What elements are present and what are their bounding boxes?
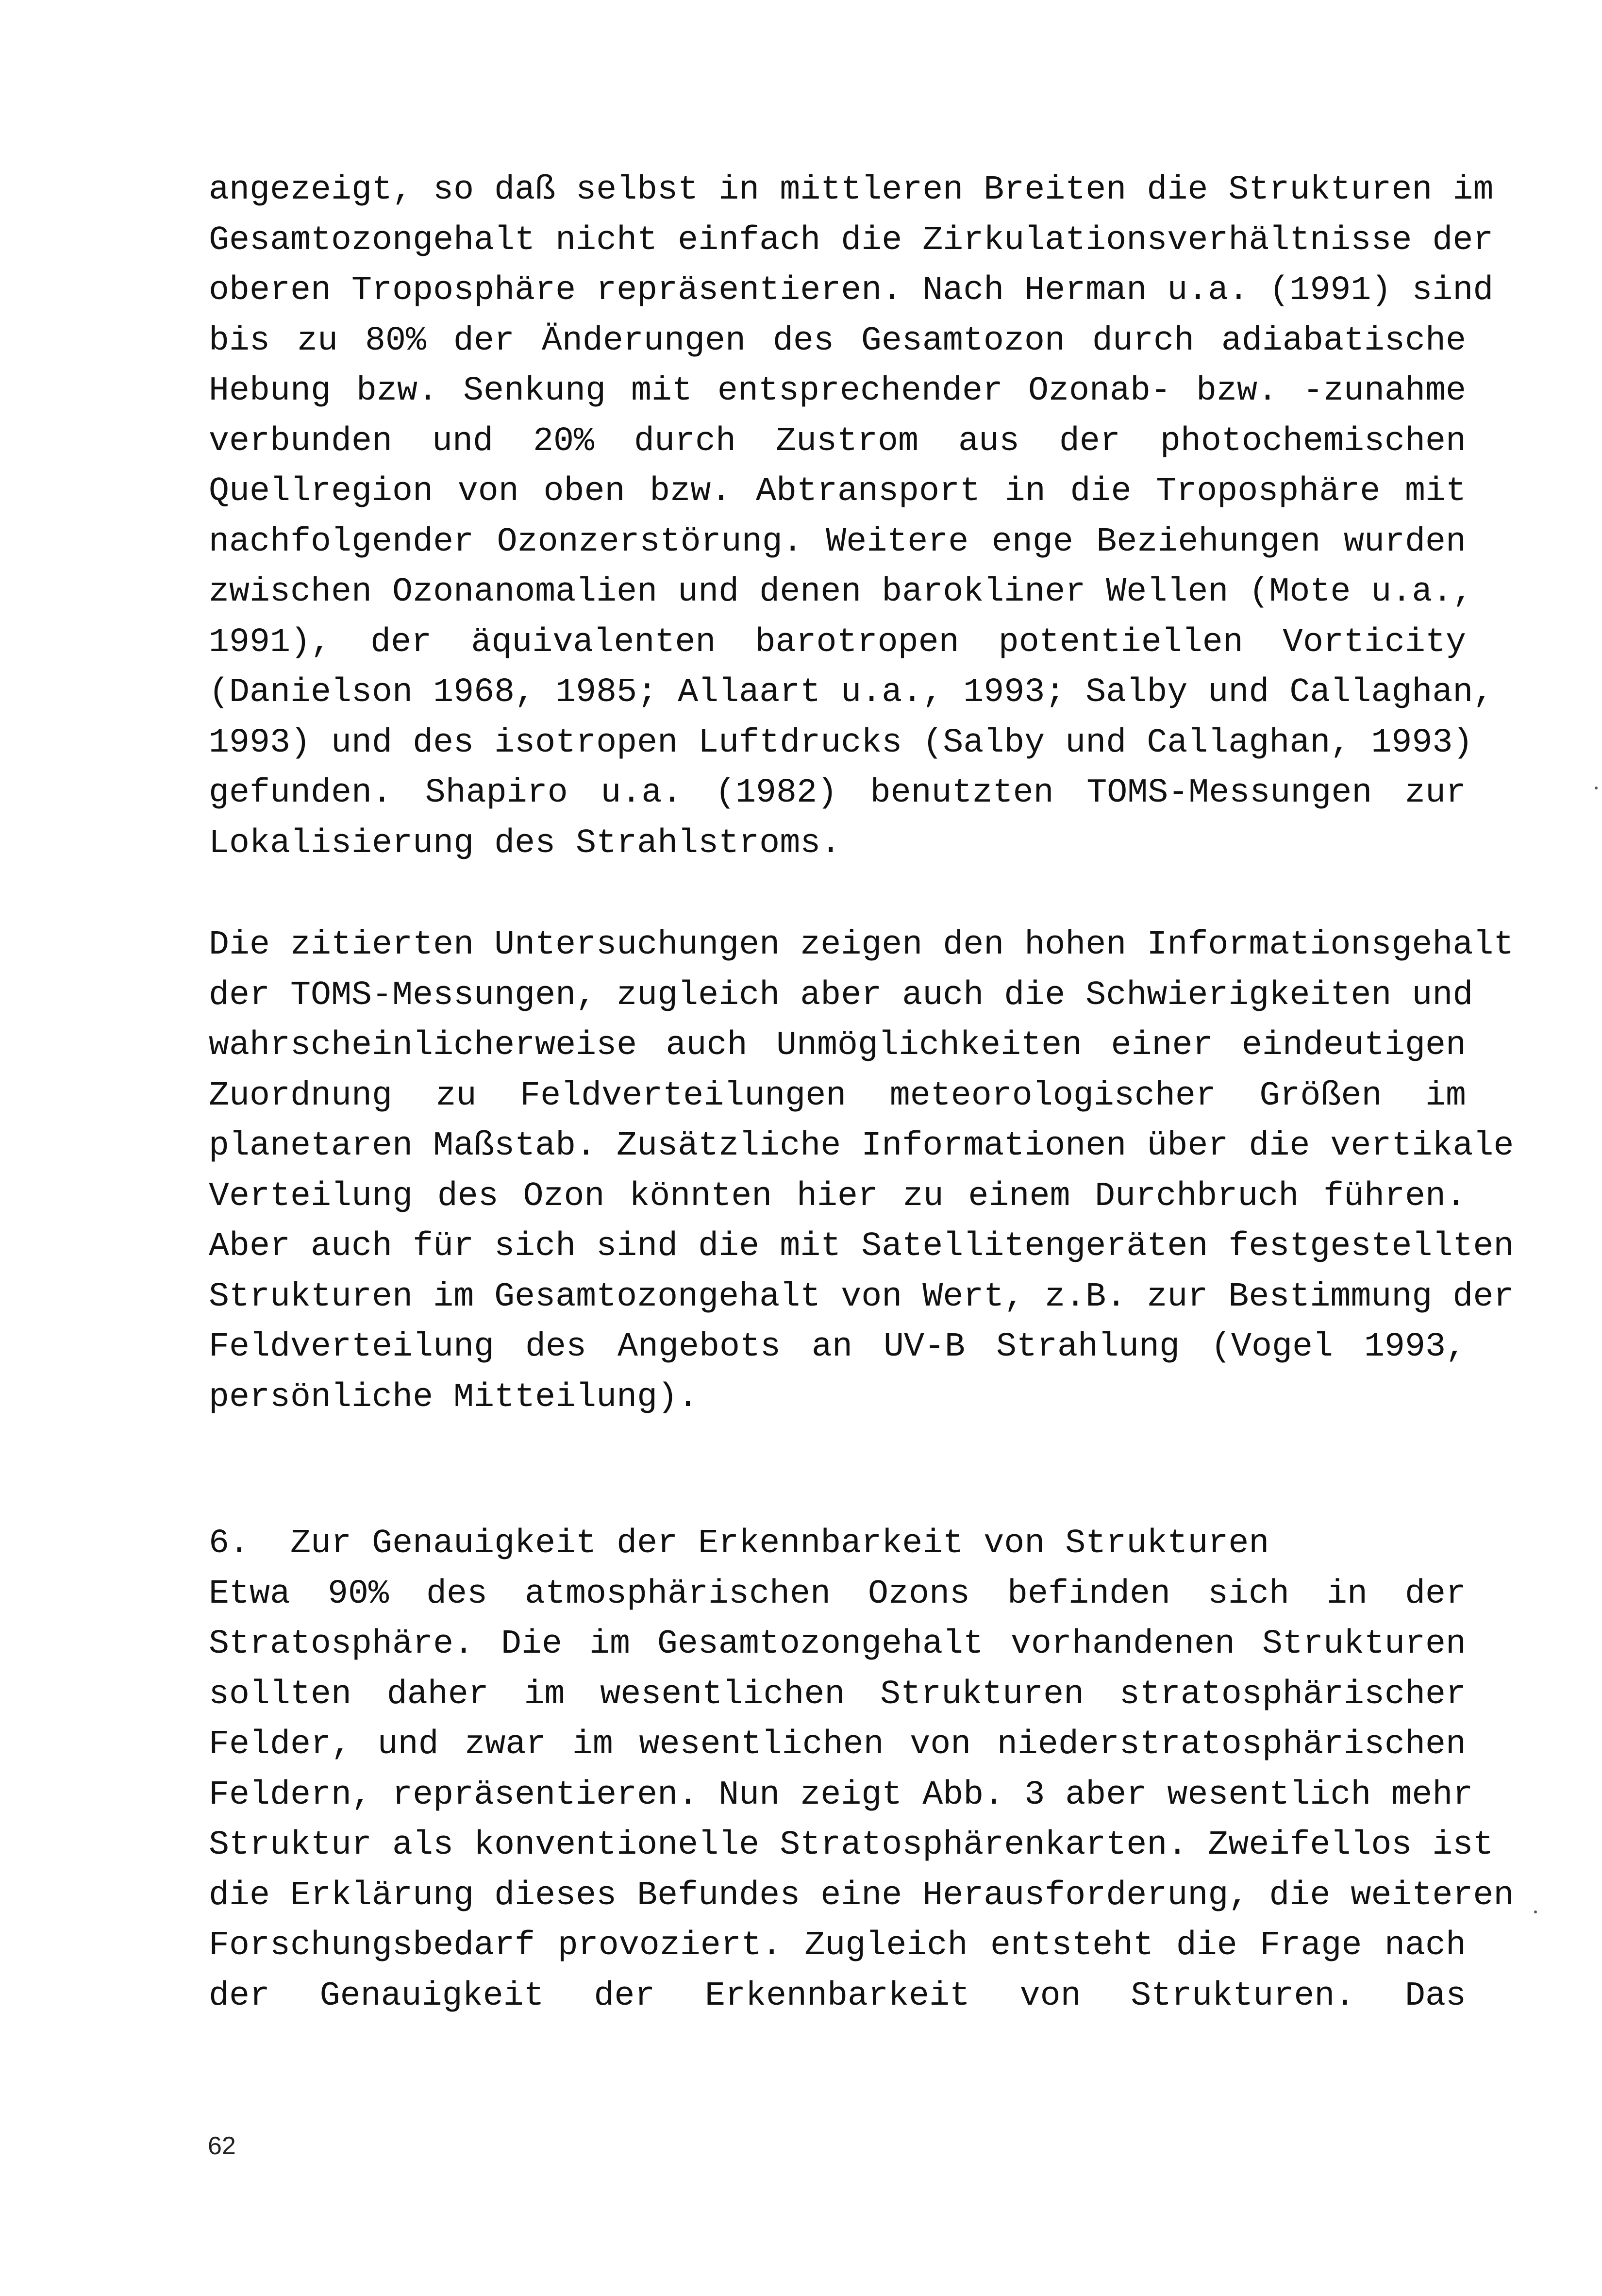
section-6 [209,1519,1514,2021]
text-line: wahrscheinlicherweise auch Unmöglichkeiten einer eindeutigen [209,1026,1466,1065]
text-line: Die zitierten Untersuchungen zeigen den hohen Informationsgehalt [209,926,1514,964]
text-line: nachfolgender Ozonzerstörung. Weitere enge Beziehungen wurden [209,522,1466,561]
text-line: der TOMS-Messungen, zugleich aber auch die Schwierigkeiten und [209,976,1473,1015]
text-line: angezeigt, so daß selbst in mittleren Breiten die Strukturen im [209,171,1494,209]
scan-speck [1534,1911,1537,1913]
text-line: Zuordnung zu Feldverteilungen meteorologischer Größen im [209,1076,1466,1115]
section-number: 6. [209,1525,250,1563]
text-line: die Erklärung dieses Befundes eine Herausforderung, die weiteren [209,1876,1514,1915]
paragraph-1 [209,165,1494,869]
text-line: Felder, und zwar im wesentlichen von niederstratosphärischen [209,1726,1466,1764]
text-line: (Danielson 1968, 1985; Allaart u.a., 1993; Salby und Callaghan, [209,673,1494,712]
text-line: verbunden und 20% durch Zustrom aus der photochemischen [209,422,1466,461]
text-line: persönliche Mitteilung). [209,1378,699,1417]
text-line: 1993) und des isotropen Luftdrucks (Salby und Callaghan, 1993) [209,723,1473,762]
text-line: Feldern, repräsentieren. Nun zeigt Abb. 3 aber wesentlich mehr [209,1776,1473,1814]
text-line: Stratosphäre. Die im Gesamtozongehalt vorhandenen Strukturen [209,1625,1466,1663]
scan-speck [1595,787,1598,789]
text-line: Aber auch für sich sind die mit Satellitengeräten festgestellten [209,1227,1514,1266]
text-line: Etwa 90% des atmosphärischen Ozons befinden sich in der [209,1575,1466,1613]
text-line: oberen Troposphäre repräsentieren. Nach Herman u.a. (1991) sind [209,271,1494,310]
text-line: Verteilung des Ozon könnten hier zu einem Durchbruch führen. [209,1177,1466,1216]
text-line: bis zu 80% der Änderungen des Gesamtozon durch adiabatische [209,321,1466,360]
text-line: Feldverteilung des Angebots an UV-B Strahlung (Vogel 1993, [209,1328,1466,1366]
text-line: Strukturen im Gesamtozongehalt von Wert, z.B. zur Bestimmung der [209,1277,1514,1316]
paragraph-2 [209,920,1514,1423]
text-line: Lokalisierung des Strahlstroms. [209,824,841,863]
page-number: 62 [208,2132,236,2160]
text-line: der Genauigkeit der Erkennbarkeit von Strukturen. Das [209,1977,1466,2015]
text-line: gefunden. Shapiro u.a. (1982) benutzten TOMS-Messungen zur [209,774,1466,812]
text-line: Hebung bzw. Senkung mit entsprechender Ozonab- bzw. -zunahme [209,372,1466,410]
text-line: sollten daher im wesentlichen Strukturen stratosphärischer [209,1675,1466,1714]
section-title: Zur Genauigkeit der Erkennbarkeit von Strukturen [290,1525,1269,1563]
text-line: Forschungsbedarf provoziert. Zugleich entsteht die Frage nach [209,1927,1466,1965]
section-heading [209,1519,1466,1569]
text-line: zwischen Ozonanomalien und denen barokliner Wellen (Mote u.a., [209,573,1473,611]
text-line: planetaren Maßstab. Zusätzliche Informationen über die vertikale [209,1127,1514,1165]
text-line: Gesamtozongehalt nicht einfach die Zirkulationsverhältnisse der [209,221,1494,260]
text-line: Quellregion von oben bzw. Abtransport in die Troposphäre mit [209,472,1466,511]
text-line: Struktur als konventionelle Stratosphärenkarten. Zweifellos ist [209,1826,1494,1864]
text-line: 1991), der äquivalenten barotropen potentiellen Vorticity [209,623,1466,662]
